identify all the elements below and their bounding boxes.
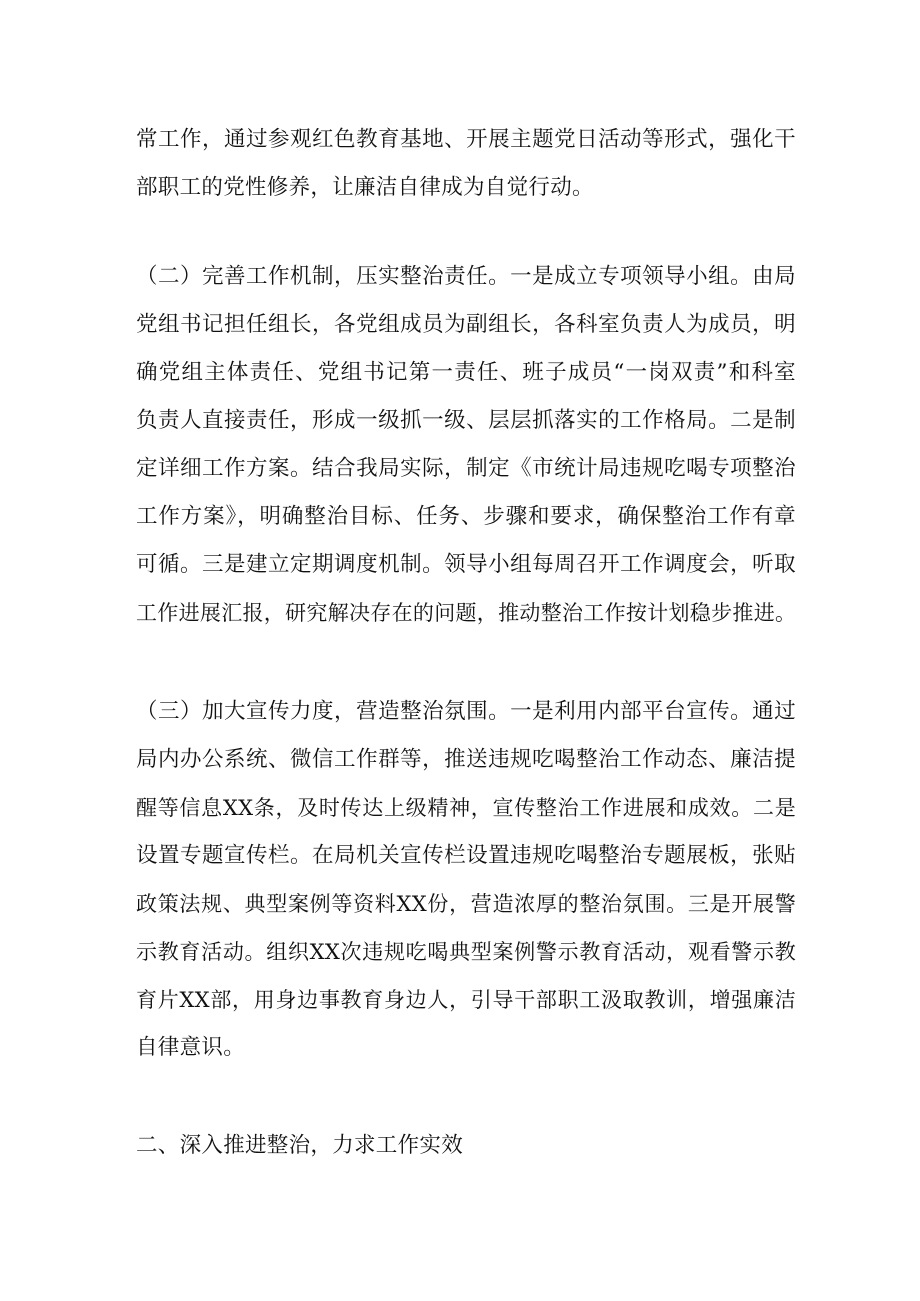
text-line: 可循。三是建立定期调度机制。领导小组每周召开工作调度会，听取: [136, 552, 796, 577]
text-line: 部职工的党性修养，让廉洁自律成为自觉行动。: [136, 175, 594, 200]
text-line: 负责人直接责任，形成一级抓一级、层层抓落实的工作格局。二是制: [136, 408, 796, 433]
text-line: 工作进展汇报，研究解决存在的问题，推动整治工作按计划稳步推进。: [136, 601, 797, 625]
paragraph-publicity: [136, 688, 796, 1072]
text-line: 设置专题宣传栏。在局机关宣传栏设置违规吃喝整治专题展板，张贴: [136, 843, 796, 868]
text-line: 育片XX部，用身边事教育身边人，引导干部职工汲取教训，增强廉洁: [136, 988, 796, 1012]
text-line: 常工作，通过参观红色教育基地、开展主题党日活动等形式，强化干: [136, 127, 796, 152]
section-heading: [136, 1122, 796, 1170]
text-line: 工作方案》，明确整治目标、任务、步骤和要求，确保整治工作有章: [136, 504, 796, 529]
text-line: 局内办公系统、微信工作群等，推送违规吃喝整治工作动态、廉洁提: [136, 747, 796, 772]
text-line: 示教育活动。组织XX次违规吃喝典型案例警示教育活动，观看警示教: [136, 940, 796, 964]
text-line: 定详细工作方案。结合我局实际，制定《市统计局违规吃喝专项整治: [136, 456, 796, 481]
heading-text: 二、深入推进整治，力求工作实效: [136, 1133, 464, 1158]
paragraph-work-mechanism: [136, 253, 796, 637]
text-line: （二）完善工作机制，压实整治责任。一是成立专项领导小组。由局: [136, 264, 796, 289]
text-line: 自律意识。: [136, 1035, 246, 1060]
text-line: 醒等信息XX条，及时传达上级精神，宣传整治工作进展和成效。二是: [136, 796, 796, 820]
text-line: 政策法规、典型案例等资料XX份，营造浓厚的整治氛围。三是开展警: [136, 892, 796, 916]
text-line: 党组书记担任组长，各党组成员为副组长，各科室负责人为成员，明: [136, 312, 796, 337]
text-line: 确党组主体责任、党组书记第一责任、班子成员“一岗双责”和科室: [136, 360, 796, 385]
paragraph-party-education-continued: [136, 116, 796, 212]
text-line: （三）加大宣传力度，营造整治氛围。一是利用内部平台宣传。通过: [136, 699, 796, 724]
